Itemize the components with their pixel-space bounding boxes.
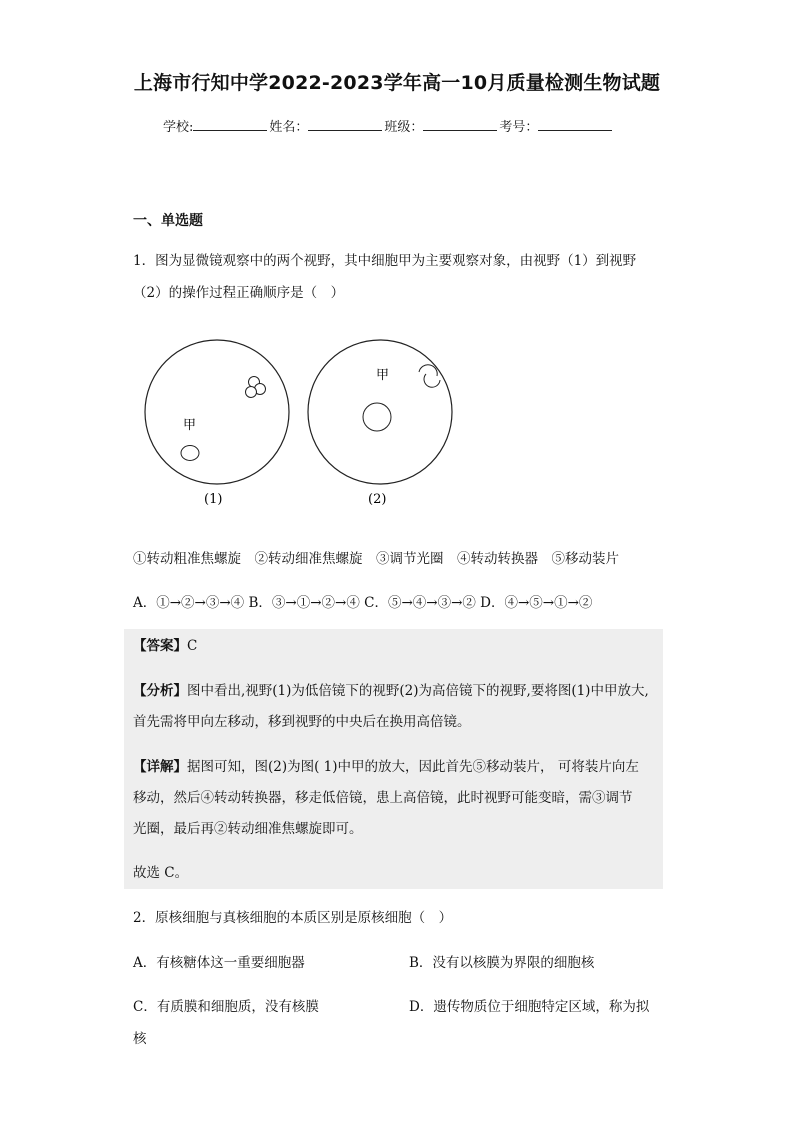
cell-jia-small xyxy=(181,446,199,461)
analysis-line1 xyxy=(133,676,663,707)
analysis-text-1: 图中看出,视野(1)为低倍镜下的视野(2)为高倍镜下的视野,要将图(1)中甲放大, xyxy=(187,683,649,699)
q2-option-c: C．有质膜和细胞质，没有核膜 xyxy=(133,999,319,1015)
field-2-circle xyxy=(308,340,452,484)
edge-cell-2 xyxy=(424,374,440,387)
page-title: 上海市行知中学2022-2023学年高一10月质量检测生物试题 xyxy=(133,72,661,94)
field-1-cell-label: 甲 xyxy=(183,418,197,433)
id-label: 考号： xyxy=(499,120,539,135)
name-blank[interactable] xyxy=(308,116,382,131)
microscope-fields-figure xyxy=(135,335,475,515)
detail-line1 xyxy=(133,752,663,783)
class-label: 班级： xyxy=(384,120,424,135)
student-info-line xyxy=(163,116,614,135)
q2-option-d-cont: 核 xyxy=(133,1031,147,1047)
school-blank[interactable] xyxy=(193,116,267,131)
edge-cell-1 xyxy=(419,365,437,376)
answer-value: C xyxy=(187,638,198,654)
q2-option-b: B．没有以核膜为界限的细胞核 xyxy=(409,955,595,971)
answer-line xyxy=(133,631,663,662)
detail-label: 【详解】 xyxy=(133,759,187,775)
q1-stem-line2: （2）的操作过程正确顺序是（ ） xyxy=(133,285,345,301)
q1-options: A．①→②→③→④ B．③→①→②→④ C．⑤→④→③→② D．④→⑤→①→② xyxy=(133,595,593,611)
answer-label: 【答案】 xyxy=(133,638,187,654)
name-label: 姓名： xyxy=(269,120,309,135)
school-label: 学校: xyxy=(163,120,194,135)
detail-line2: 移动，然后④转动转换器，移走低倍镜，患上高倍镜，此时视野可能变暗，需③调节 xyxy=(133,790,633,806)
q1-steps: ①转动粗准焦螺旋 ②转动细准焦螺旋 ③调节光圈 ④转动转换器 ⑤移动装片 xyxy=(133,551,619,567)
caption-right: (2) xyxy=(368,492,387,507)
detail-line3: 光圈，最后再②转动细准焦螺旋即可。 xyxy=(133,821,363,837)
caption-left: (1) xyxy=(204,492,223,507)
q2-option-a: A．有核糖体这一重要细胞器 xyxy=(133,955,305,971)
field-2-cell-label: 甲 xyxy=(376,368,390,383)
q1-stem-line1: 1．图为显微镜观察中的两个视野，其中细胞甲为主要观察对象，由视野（1）到视野 xyxy=(133,253,637,269)
analysis-label: 【分析】 xyxy=(133,683,187,699)
cluster-cell-3 xyxy=(246,387,257,398)
field-1-circle xyxy=(145,340,289,484)
class-blank[interactable] xyxy=(423,116,497,131)
q2-stem: 2．原核细胞与真核细胞的本质区别是原核细胞（ ） xyxy=(133,910,453,926)
cell-jia-large xyxy=(363,403,391,431)
analysis-line2: 首先需将甲向左移动，移到视野的中央后在换用高倍镜。 xyxy=(133,714,471,730)
section-title: 一、单选题 xyxy=(133,213,203,229)
conclusion-line: 故选 C。 xyxy=(133,865,189,881)
detail-text-1: 据图可知，图(2)为图( 1)中甲的放大，因此首先⑤移动装片， 可将装片向左 xyxy=(187,759,639,775)
q2-option-d: D．遗传物质位于细胞特定区域，称为拟 xyxy=(409,999,650,1015)
id-blank[interactable] xyxy=(538,116,612,131)
